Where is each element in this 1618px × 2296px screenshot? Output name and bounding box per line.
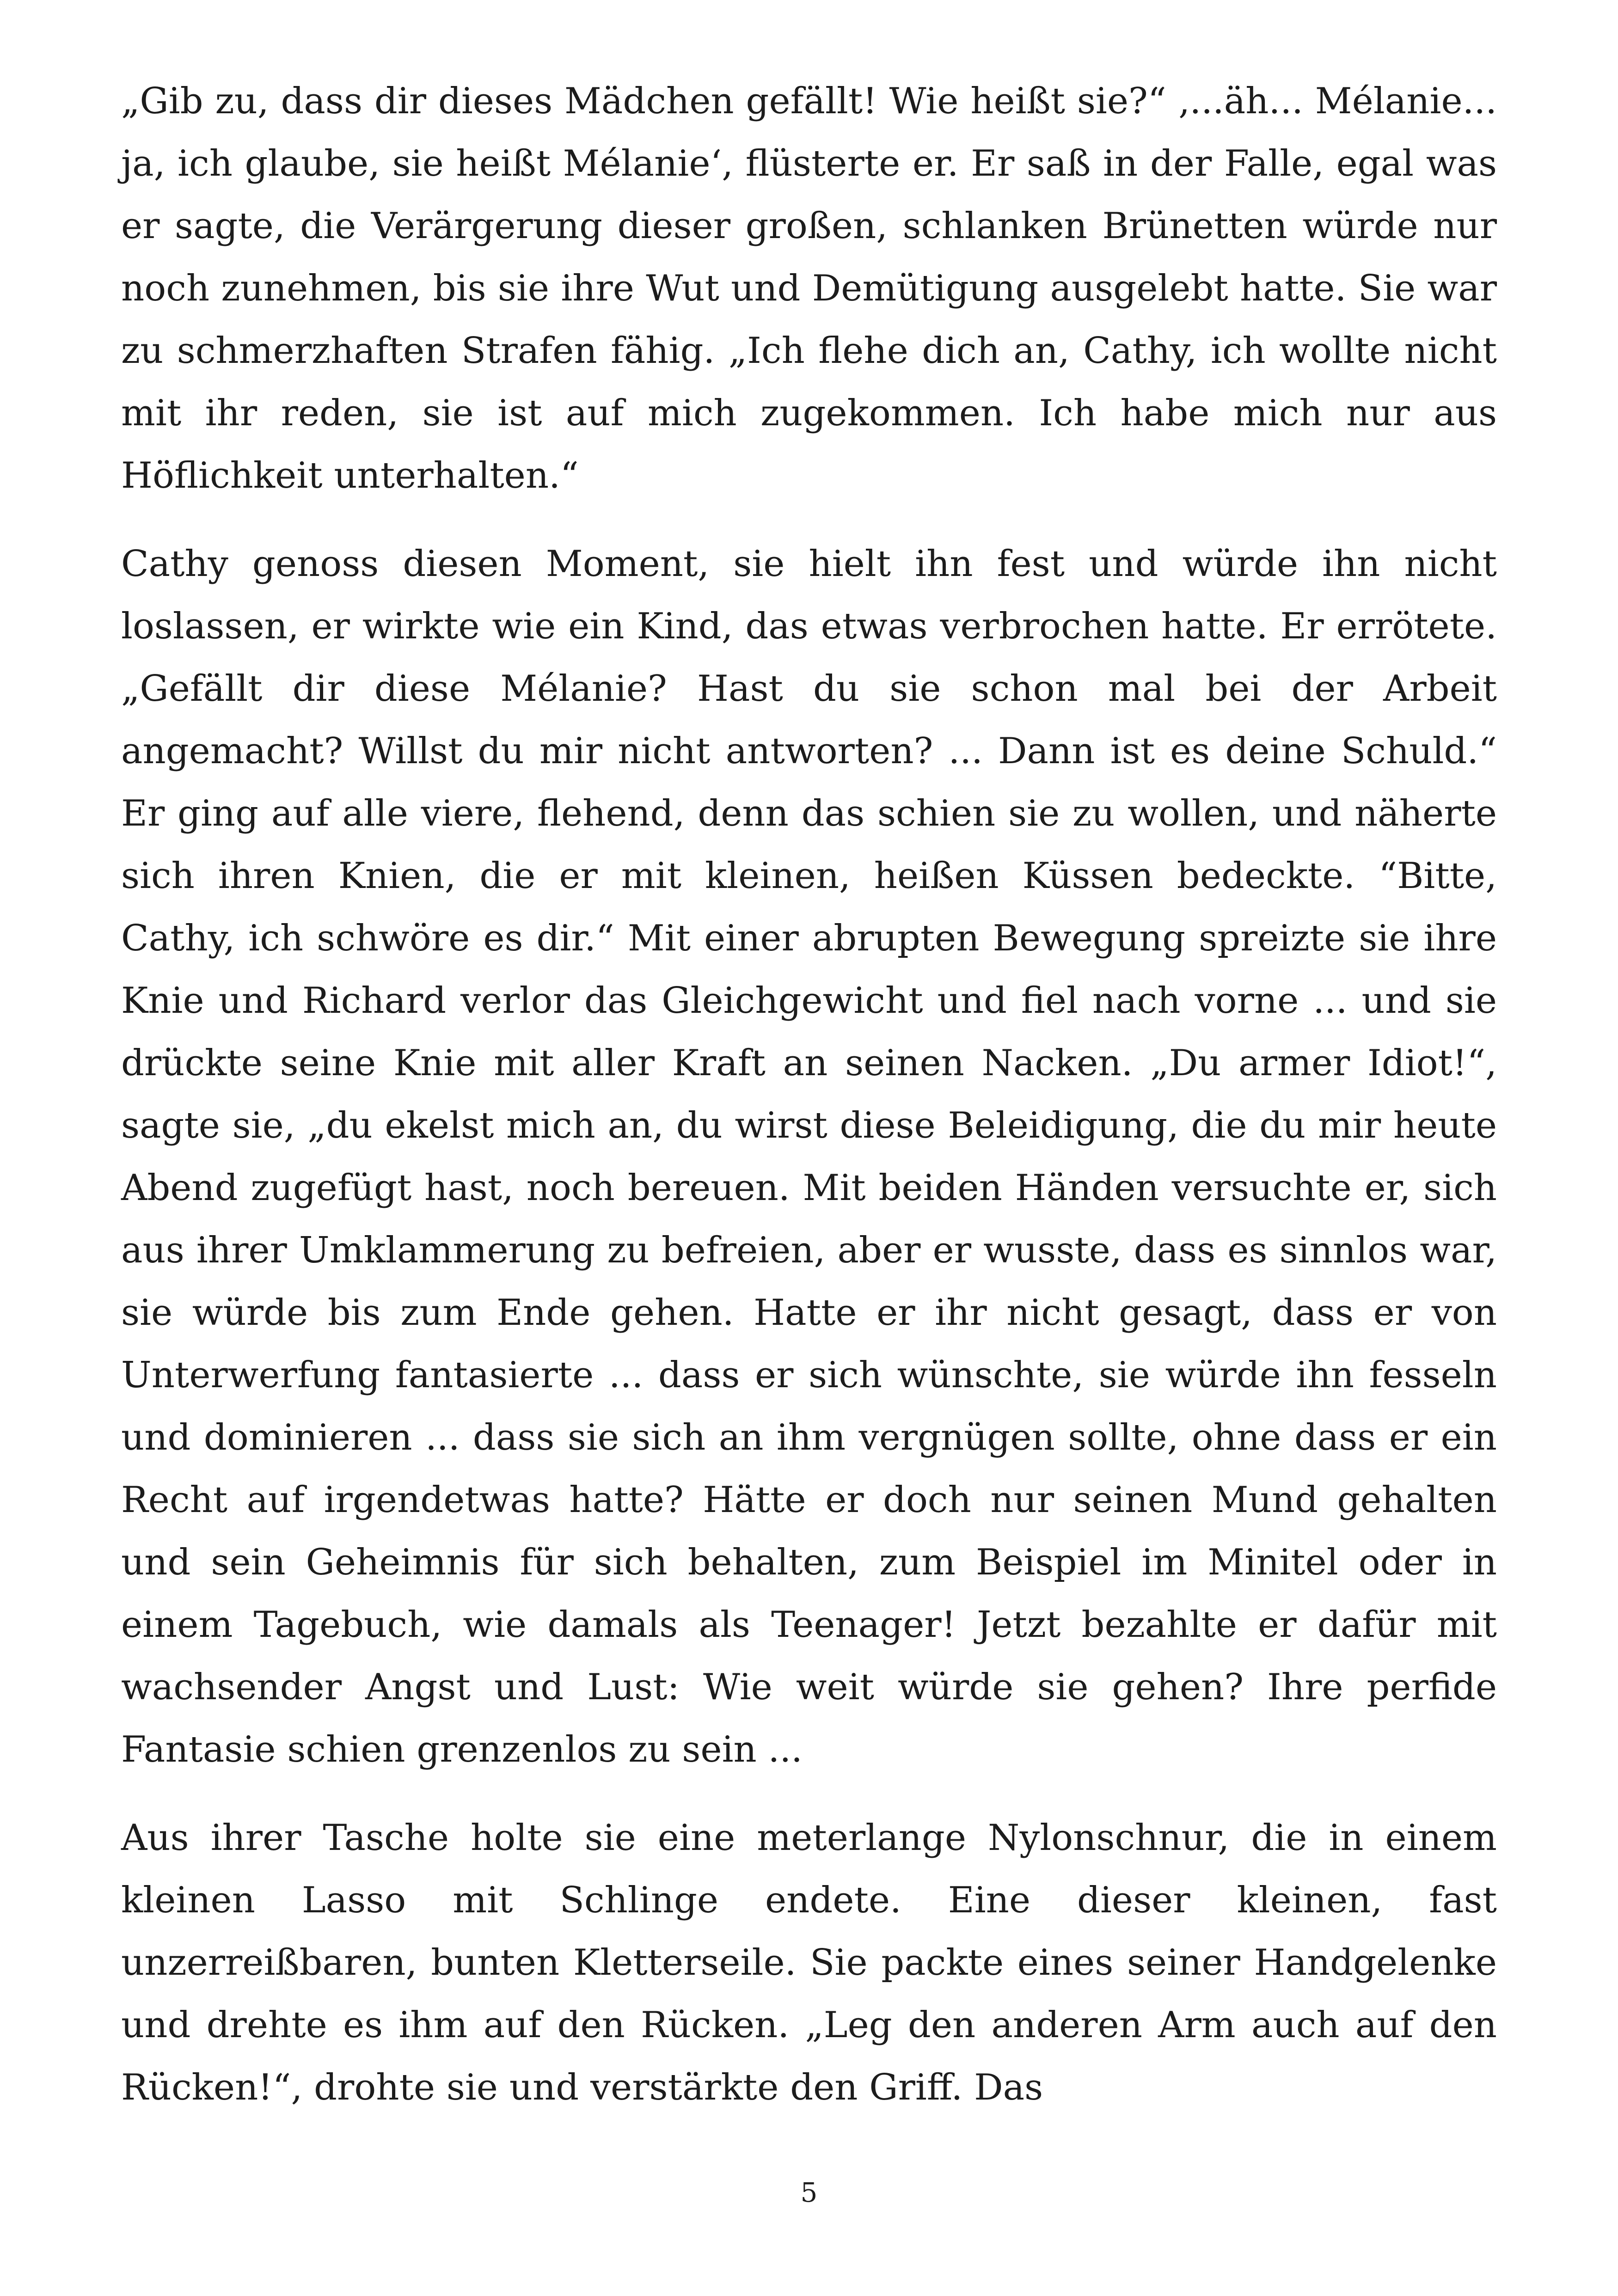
paragraph-2: Cathy genoss diesen Moment, sie hielt ihn fest und würde ihn nicht loslassen, er wirkte wie ein Kind, das etwas verbrochen hatte. Er errötete. „Gefällt dir diese Mélanie? Hast du sie schon mal bei der Arbeit angemacht? Willst du mir nicht antworten? ... Dann ist es deine Schuld.“ Er ging auf alle viere, flehend, denn das schien sie zu wollen, und näherte sich ihren Knien, die er mit kleinen, heißen Küssen bedeckte. “Bitte, Cathy, ich schwöre es dir.“ Mit einer abrupten Bewegung spreizte sie ihre Knie und Richard verlor das Gleichgewicht und fiel nach vorne ... und sie drückte seine Knie mit aller Kraft an seinen Nacken. „Du armer Idiot!“, sagte sie, „du ekelst mich an, du wirst diese Beleidigung, die du mir heute Abend zugefügt hast, noch bereuen. Mit beiden Händen versuchte er, sich aus ihrer Umklammerung zu befreien, aber er wusste, dass es sinnlos war, sie würde bis zum Ende gehen. Hatte er ihr nicht gesagt, dass er von Unterwerfung fantasierte ... dass er sich wünschte, sie würde ihn fesseln und dominieren ... dass sie sich an ihm vergnügen sollte, ohne dass er ein Recht auf irgendetwas hatte? Hätte er doch nur seinen Mund gehalten und sein Geheimnis für sich behalten, zum Beispiel im Minitel oder in einem Tagebuch, wie damals als Teenager! Jetzt bezahlte er dafür mit wachsender Angst und Lust: Wie weit würde sie gehen? Ihre perfide Fantasie schien grenzenlos zu sein ...	[121, 543, 1497, 1770]
body-text	[121, 70, 1497, 2145]
page-number: 5	[800, 2177, 818, 2208]
paragraph-3: Aus ihrer Tasche holte sie eine meterlange Nylonschnur, die in einem kleinen Lasso mit Schlinge endete. Eine dieser kleinen, fast unzerreißbaren, bunten Kletterseile. Sie packte eines seiner Handgelenke und drehte es ihm auf den Rücken. „Leg den anderen Arm auch auf den Rücken!“, drohte sie und verstärkte den Griff. Das	[121, 1817, 1497, 2108]
paragraph-1: „Gib zu, dass dir dieses Mädchen gefällt! Wie heißt sie?“ ‚...äh... Mélanie... ja, ich glaube, sie heißt Mélanie‘, flüsterte er. Er saß in der Falle, egal was er sagte, die Verärgerung dieser großen, schlanken Brünetten würde nur noch zunehmen, bis sie ihre Wut und Demütigung ausgelebt hatte. Sie war zu schmerzhaften Strafen fähig. „Ich flehe dich an, Cathy, ich wollte nicht mit ihr reden, sie ist auf mich zugekommen. Ich habe mich nur aus Höflichkeit unterhalten.“	[121, 80, 1497, 496]
